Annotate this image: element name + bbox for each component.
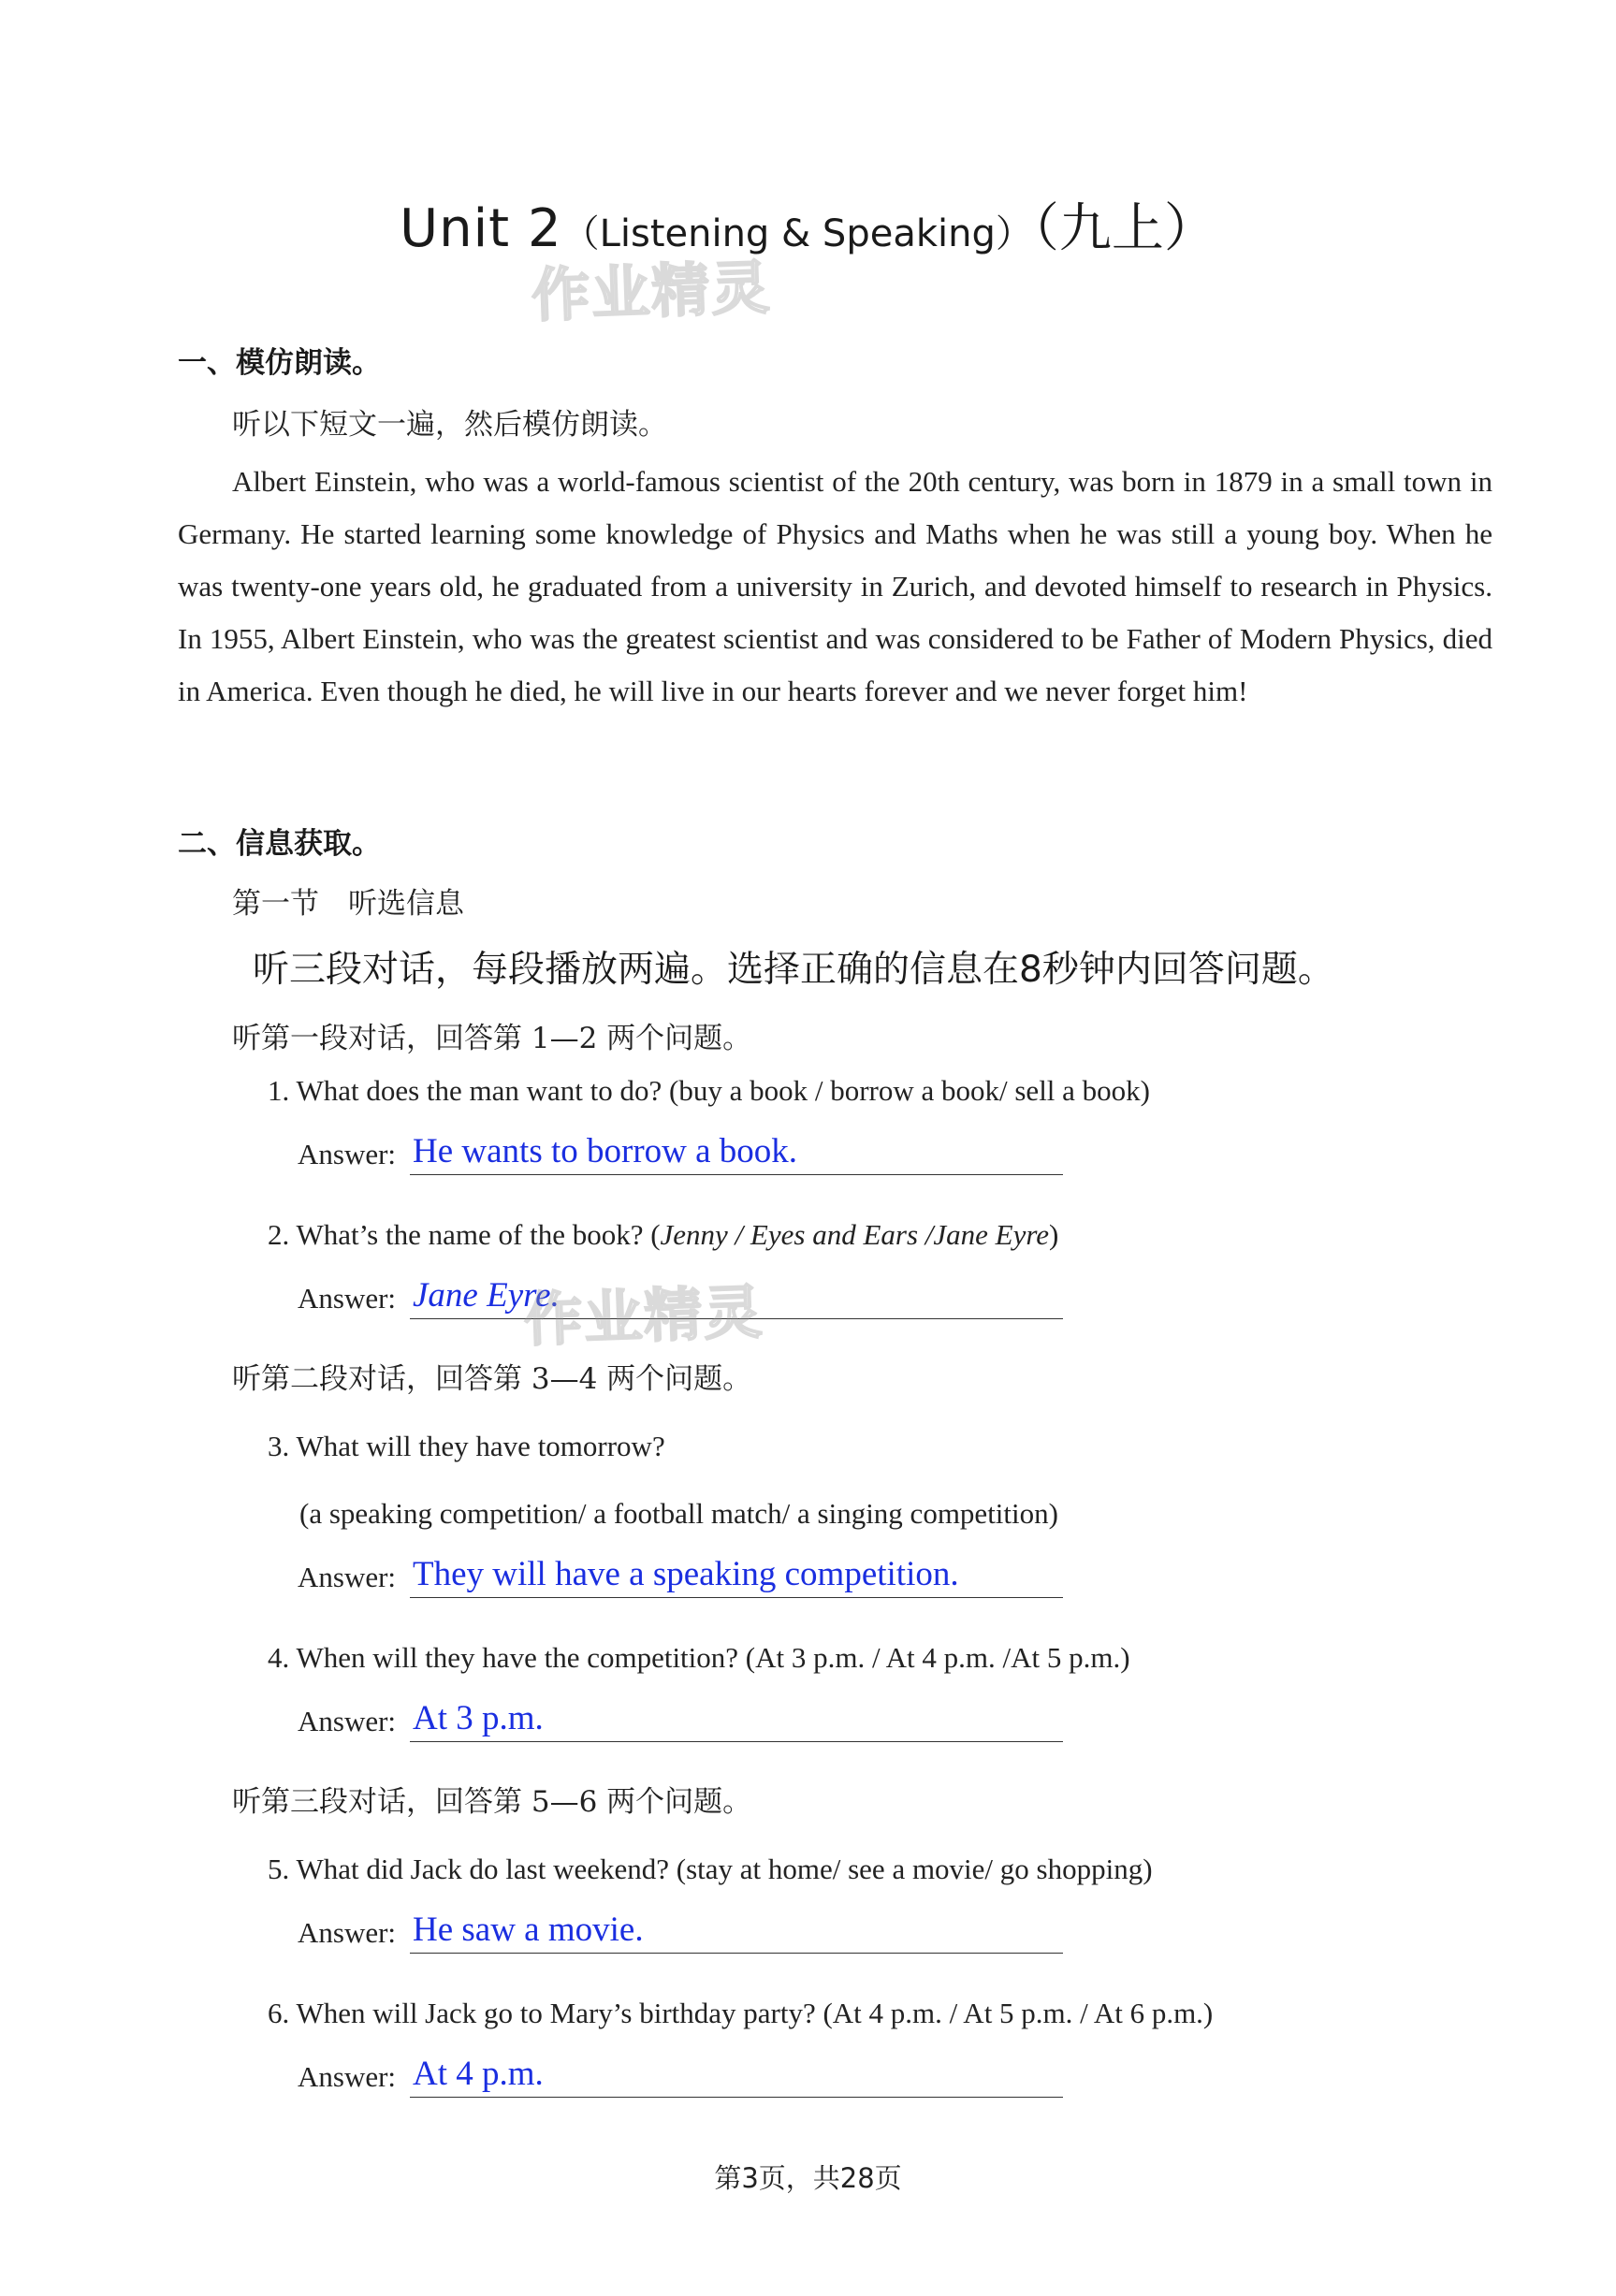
dialogue1-instruction: 听第一段对话，回答第 1—2 两个问题。 — [232, 1022, 752, 1055]
question-2-suffix: ) — [1049, 1218, 1059, 1251]
section1-instruction: 听以下短文一遍，然后模仿朗读。 — [232, 408, 667, 442]
answer-blank[interactable] — [410, 1953, 1063, 1954]
dialogue2-instruction: 听第二段对话，回答第 3—4 两个问题。 — [232, 1362, 752, 1396]
answer-6-text: At 4 p.m. — [413, 2055, 544, 2093]
reading-passage: Albert Einstein, who was a world-famous scientist of the 20th century, was born in 1879 in a small town in Germany. He started learning some knowledge of Physics and Maths when he was still a young boy. When he was twenty-one years old, he graduated from a university in Zurich, and devoted himself to research in Physics. In 1955, Albert Einstein, who was the greatest scientist and was considered to be Father of Modern Physics, died in America. Even though he died, he will live in our hearts forever and we never forget him! — [178, 465, 1492, 707]
answer-row-3 — [298, 1553, 1140, 1598]
section2-heading: 二、信息获取。 — [178, 827, 381, 861]
answer-2-text: Jane Eyre. — [413, 1276, 560, 1315]
question-3: 3. What will they have tomorrow? — [268, 1430, 665, 1462]
answer-blank[interactable] — [410, 1174, 1063, 1175]
page-number-footer: 第3页，共28页 — [714, 2162, 902, 2194]
answer-label: Answer: — [298, 1138, 397, 1170]
section2-instruction: 听三段对话，每段播放两遍。选择正确的信息在8秒钟内回答问题。 — [253, 949, 1334, 991]
question-2 — [268, 1218, 1058, 1252]
answer-blank[interactable] — [410, 1597, 1063, 1598]
answer-row-5 — [298, 1909, 1140, 1954]
dialogue3-instruction: 听第三段对话，回答第 5—6 两个问题。 — [232, 1785, 752, 1819]
answer-4-text: At 3 p.m. — [413, 1699, 544, 1737]
answer-row-1 — [298, 1130, 1140, 1175]
question-2-options: Jenny / Eyes and Ears /Jane Eyre — [660, 1218, 1050, 1251]
answer-row-4 — [298, 1697, 1140, 1742]
question-2-prefix: 2. What’s the name of the book? ( — [268, 1218, 661, 1251]
title-unit: Unit 2 — [400, 198, 562, 259]
answer-blank[interactable] — [410, 1741, 1063, 1742]
watermark-logo: 作业精灵 — [530, 253, 773, 330]
answer-3-text: They will have a speaking competition. — [413, 1555, 959, 1593]
question-6: 6. When will Jack go to Mary’s birthday party? (At 4 p.m. / At 5 p.m. / At 6 p.m.) — [268, 1997, 1214, 2029]
answer-1-text: He wants to borrow a book. — [413, 1132, 798, 1170]
question-4: 4. When will they have the competition? (At 3 p.m. / At 4 p.m. /At 5 p.m.) — [268, 1641, 1130, 1674]
answer-label: Answer: — [298, 1705, 397, 1737]
answer-label: Answer: — [298, 1561, 397, 1593]
watermark-logo: 作业精灵 — [522, 1277, 765, 1355]
answer-5-text: He saw a movie. — [413, 1911, 644, 1949]
answer-label: Answer: — [298, 1282, 397, 1315]
answer-row-6 — [298, 2053, 1140, 2098]
question-3-options: (a speaking competition/ a football match/ a singing competition) — [299, 1497, 1058, 1530]
question-5: 5. What did Jack do last weekend? (stay at home/ see a movie/ go shopping) — [268, 1853, 1153, 1885]
section1-heading: 一、模仿朗读。 — [178, 346, 381, 380]
part-label: 第一节 听选信息 — [232, 887, 464, 921]
answer-label: Answer: — [298, 1916, 397, 1949]
title-subtitle: （Listening & Speaking） — [561, 212, 1033, 255]
page-title — [0, 187, 1616, 262]
question-1: 1. What does the man want to do? (buy a book / borrow a book/ sell a book) — [268, 1074, 1151, 1107]
title-grade: （九上） — [1032, 198, 1216, 259]
answer-blank[interactable] — [410, 2097, 1063, 2098]
answer-label: Answer: — [298, 2060, 397, 2093]
